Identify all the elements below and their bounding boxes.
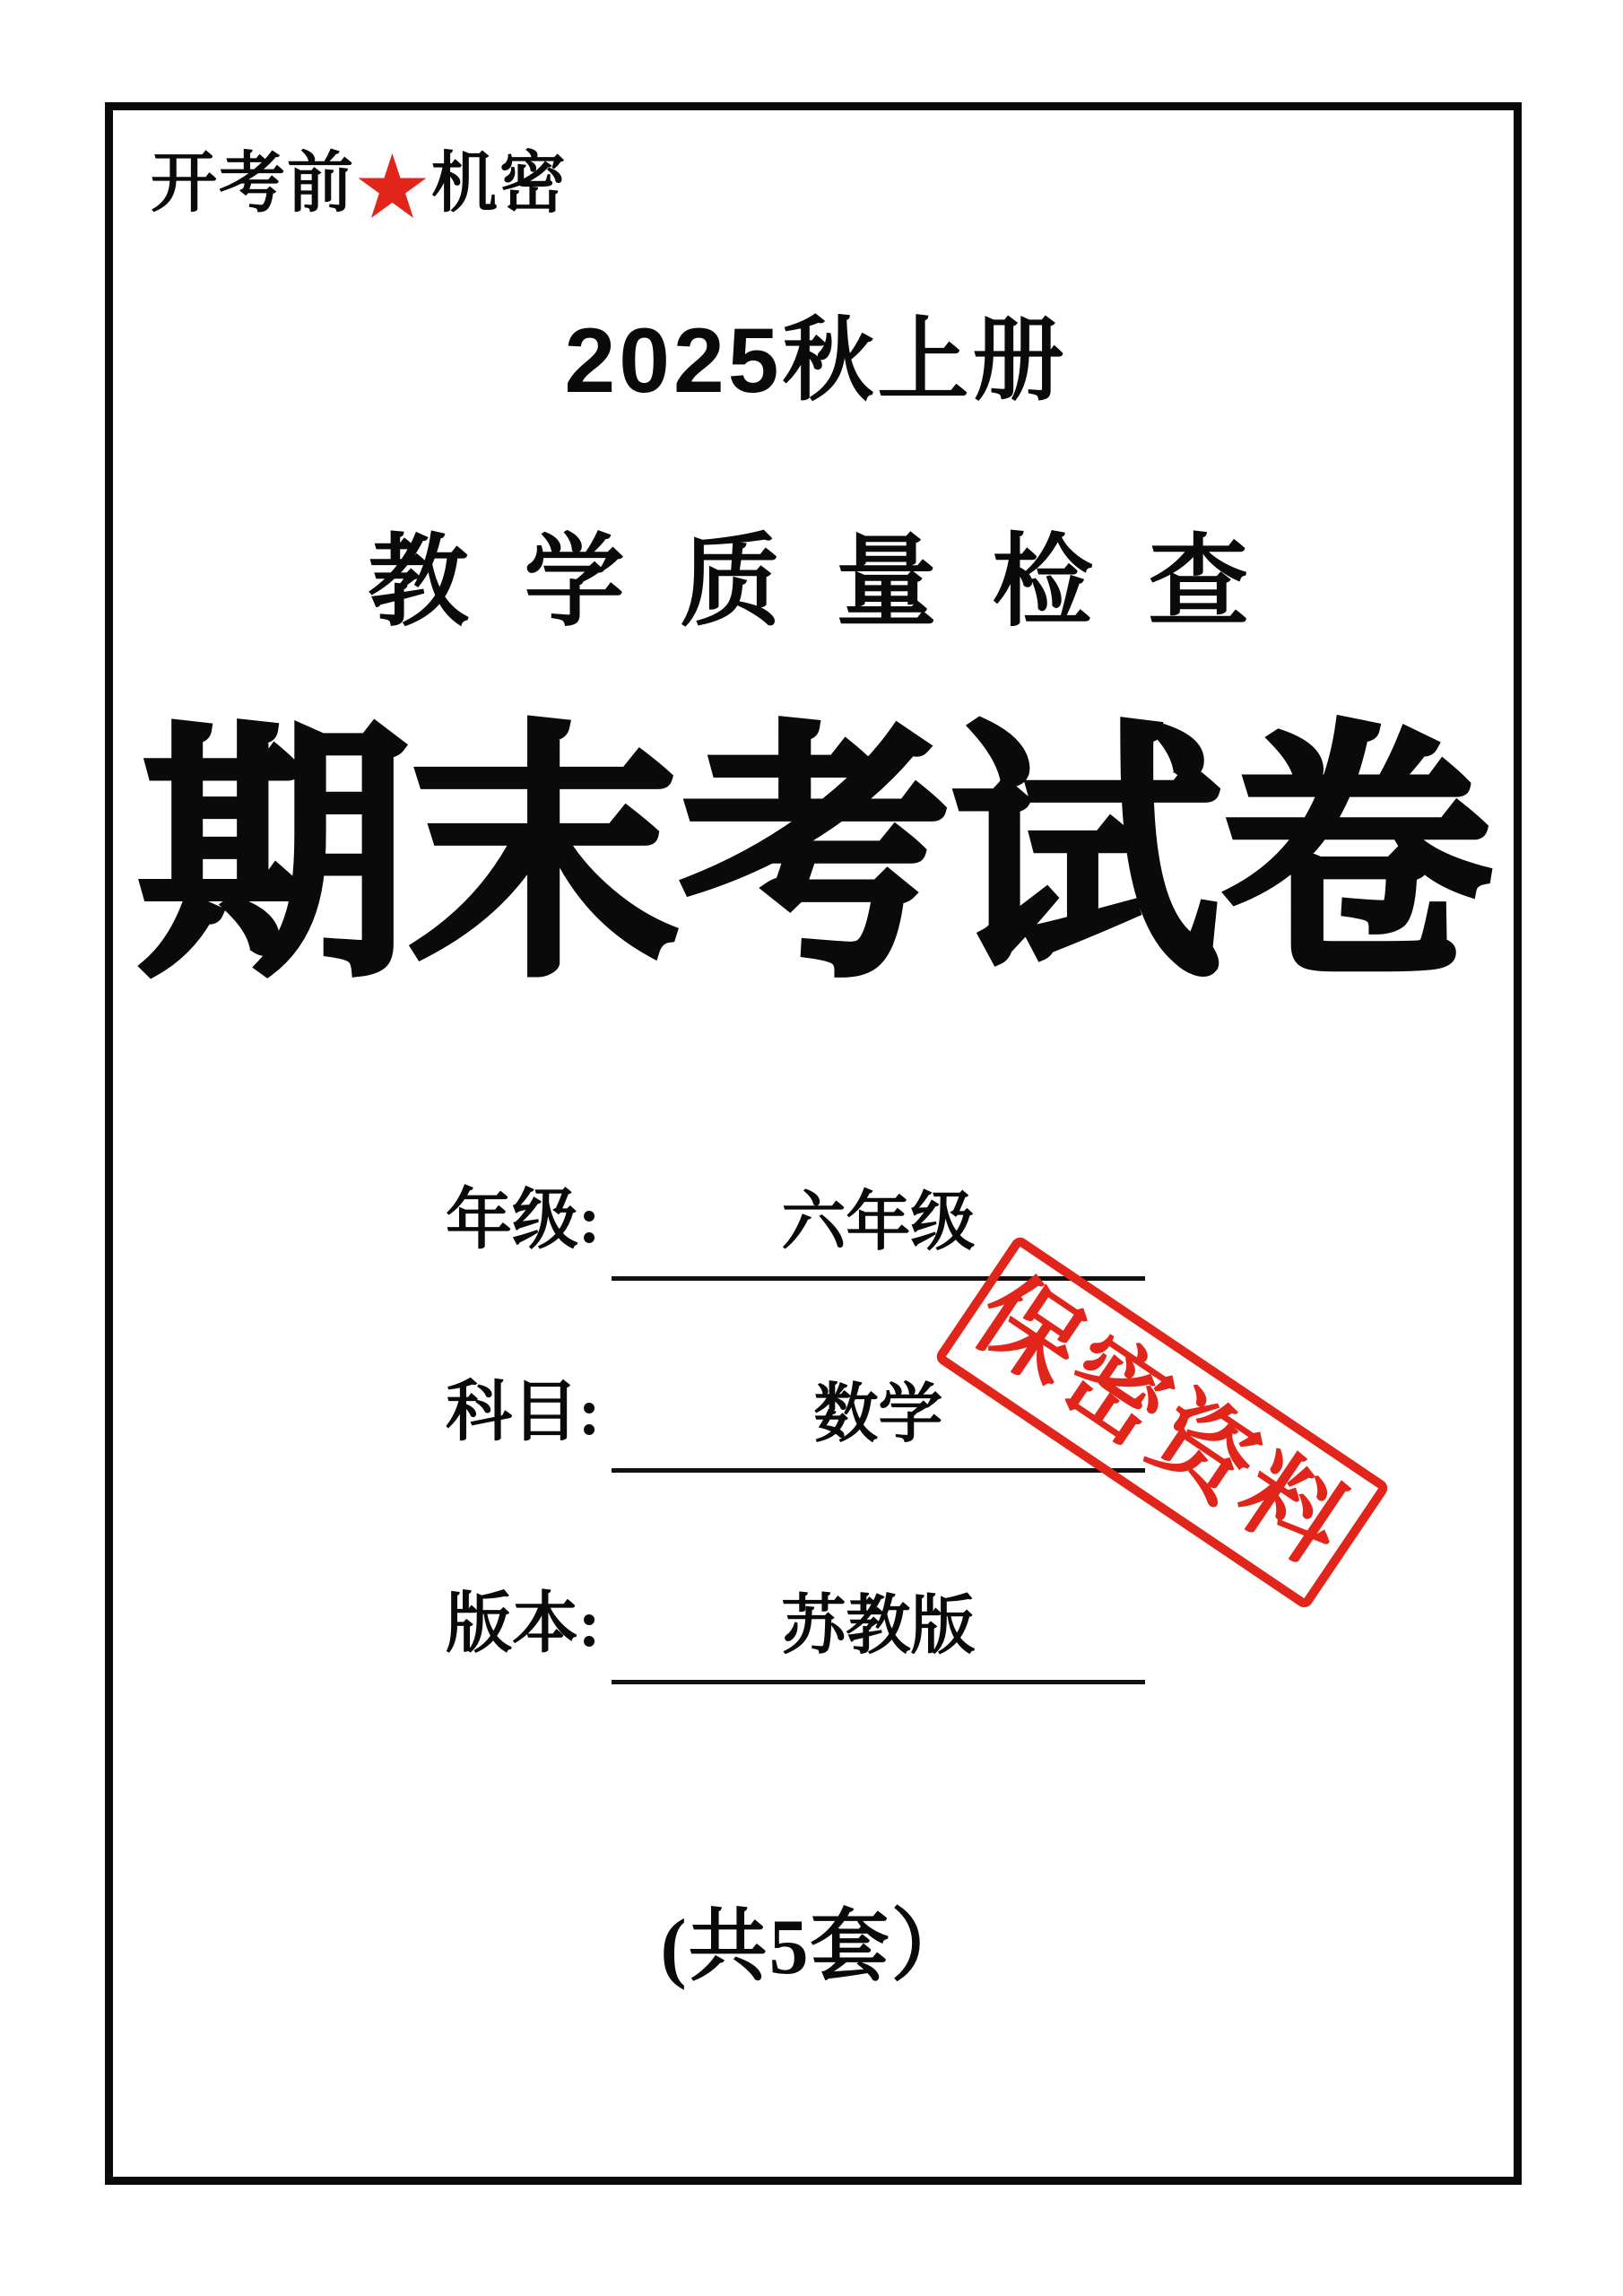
edition-year-line: 2025秋上册 xyxy=(564,309,1068,412)
main-title: 期末考试卷 xyxy=(139,709,1493,1007)
confidential-stamp-text: 保密资料 xyxy=(955,1257,1369,1587)
grade-label: 年级: xyxy=(446,1184,601,1257)
edition-label: 版本: xyxy=(446,1587,601,1661)
subject-value: 数学 xyxy=(612,1367,1145,1473)
edition-value: 苏教版 xyxy=(612,1578,1145,1684)
subject-label: 科目: xyxy=(446,1376,601,1449)
grade-value: 六年级 xyxy=(612,1175,1145,1281)
security-suffix-label: 机密 xyxy=(430,147,568,221)
set-count-note: (共5套） xyxy=(660,1904,972,1991)
page-border-frame xyxy=(105,102,1522,2185)
quality-check-subtitle: 教 学 质 量 检 查 xyxy=(368,527,1264,639)
security-classification: 开考前★机密 xyxy=(151,145,568,232)
field-row-edition xyxy=(446,1578,1145,1680)
security-prefix-label: 开考前 xyxy=(151,147,355,221)
